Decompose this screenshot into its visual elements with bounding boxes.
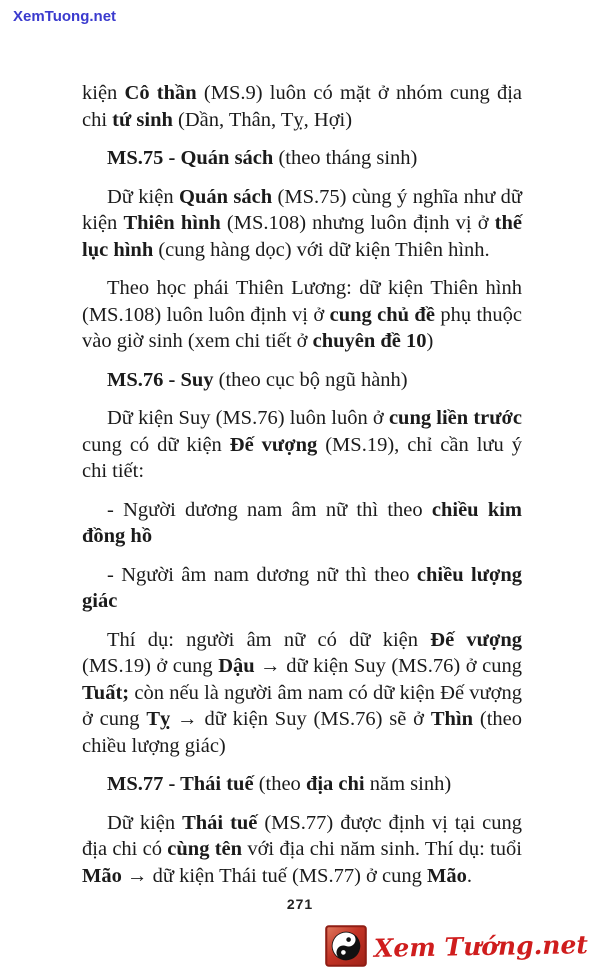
- paragraph: kiện Cô thần (MS.9) luôn có mặt ở nhóm cung địa chi tứ sinh (Dần, Thân, Tỵ, Hợi): [82, 82, 523, 131]
- text-block: [82, 80, 522, 901]
- section-heading: MS.76 - Suy (theo cục bộ ngũ hành): [107, 368, 408, 391]
- site-logo: [325, 925, 588, 967]
- paragraph: Theo học phái Thiên Lương: dữ kiện Thiên hình (MS.108) luôn luôn định vị ở cung chủ đề phụ thuộc vào giờ sinh (xem chi tiết ở chuyên đề 10): [82, 277, 523, 352]
- paragraph: Thí dụ: người âm nữ có dữ kiện Đế vượng (MS.19) ở cung Dậu → dữ kiện Suy (MS.76) ở cung Tuất; còn nếu là người âm nam có dữ kiện Đế vượng ở cung Tỵ → dữ kiện Suy (MS.76) sẽ ở Thìn (theo chiều lượng giác): [82, 628, 522, 757]
- section-heading: MS.75 - Quán sách (theo tháng sinh): [107, 147, 418, 169]
- paragraph: Dữ kiện Suy (MS.76) luôn luôn ở cung liền trước cung có dữ kiện Đế vượng (MS.19), chỉ cần lưu ý chi tiết:: [82, 407, 522, 482]
- section-heading: MS.77 - Thái tuế (theo địa chi năm sinh): [107, 773, 452, 795]
- paragraph: Dữ kiện Quán sách (MS.75) cùng ý nghĩa như dữ kiện Thiên hình (MS.108) nhưng luôn định vị ở thế lục hình (cung hàng dọc) với dữ kiện Thiên hình.: [82, 185, 522, 261]
- logo-text: Xem Tướng.net: [373, 929, 589, 963]
- paragraph: - Người dương nam âm nữ thì theo chiều kim đồng hồ: [82, 498, 522, 547]
- paragraph: - Người âm nam dương nữ thì theo chiều lượng giác: [82, 563, 522, 612]
- paragraph: Dữ kiện Thái tuế (MS.77) được định vị tại cung địa chi có cùng tên với địa chi năm sinh. Thí dụ: tuổi Mão → dữ kiện Thái tuế (MS.77) ở cung Mão.: [82, 811, 522, 887]
- page-number: 271: [286, 896, 314, 912]
- yin-yang-icon: [325, 925, 367, 967]
- site-link[interactable]: XemTuong.net: [13, 8, 117, 25]
